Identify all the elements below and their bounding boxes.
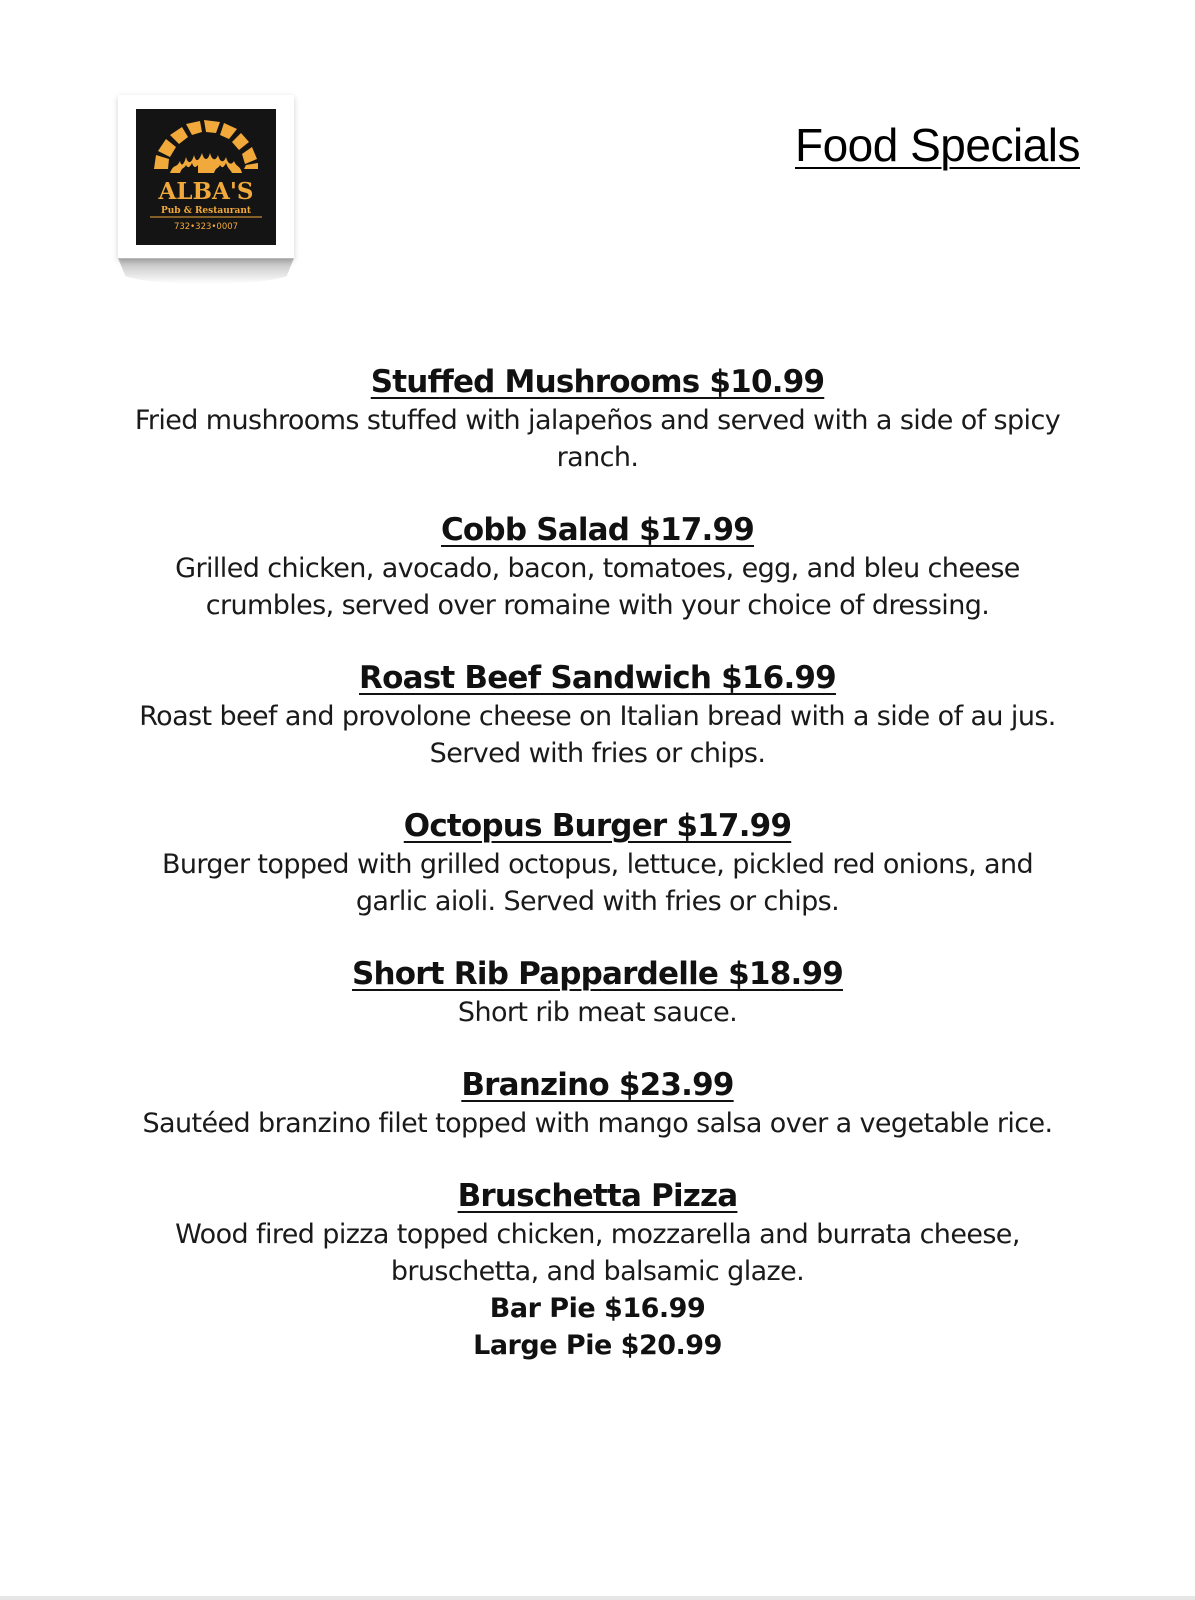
menu-item — [100, 1065, 1095, 1142]
restaurant-logo — [136, 109, 276, 245]
menu-item-title: Cobb Salad $17.99 — [440, 512, 755, 548]
logo-phone: 732•323•0007 — [173, 222, 239, 232]
logo-wordmark: ALBA'S — [158, 178, 254, 205]
menu-item — [100, 806, 1095, 920]
page-title: Food Specials — [795, 119, 1080, 171]
menu-item — [100, 510, 1095, 624]
menu-item-description: Sautéed branzino filet topped with mango salsa over a vegetable rice. — [142, 1108, 1053, 1139]
menu-item-title: Bruschetta Pizza — [457, 1178, 738, 1214]
menu-item-title: Octopus Burger $17.99 — [403, 808, 792, 844]
menu-item — [100, 1176, 1095, 1364]
menu-item-title: Short Rib Pappardelle $18.99 — [352, 956, 843, 992]
menu-item-title: Roast Beef Sandwich $16.99 — [359, 660, 836, 696]
menu-item-description: Grilled chicken, avocado, bacon, tomatoes, egg, and bleu cheese crumbles, served over romaine with your choice of dressing. — [175, 553, 1020, 621]
menu-item — [100, 658, 1095, 772]
menu-item-description: Burger topped with grilled octopus, lettuce, pickled red onions, and garlic aioli. Served with fries or chips. — [161, 849, 1034, 917]
menu-item — [100, 362, 1095, 476]
price-large-pie: Large Pie $20.99 — [473, 1330, 722, 1361]
price-bar-pie: Bar Pie $16.99 — [489, 1293, 706, 1324]
menu-item-title: Stuffed Mushrooms $10.99 — [370, 364, 825, 400]
logo-shadow — [118, 258, 294, 284]
menu-item — [100, 954, 1095, 1031]
menu-item-description: Roast beef and provolone cheese on Italian bread with a side of au jus. Served with fries or chips. — [139, 701, 1056, 769]
flame-arch-icon — [136, 109, 276, 245]
menu-item-description: Wood fired pizza topped chicken, mozzarella and burrata cheese, bruschetta, and balsamic glaze. — [175, 1219, 1020, 1287]
menu-item-description: Fried mushrooms stuffed with jalapeños and served with a side of spicy ranch. — [134, 405, 1061, 473]
menu-item-title: Branzino $23.99 — [461, 1067, 734, 1103]
logo-card — [118, 95, 294, 259]
menu-item-description: Short rib meat sauce. — [457, 997, 738, 1028]
logo-tagline: Pub & Restaurant — [160, 206, 252, 216]
menu-list — [100, 362, 1095, 1398]
page-bottom-edge — [0, 1596, 1195, 1600]
